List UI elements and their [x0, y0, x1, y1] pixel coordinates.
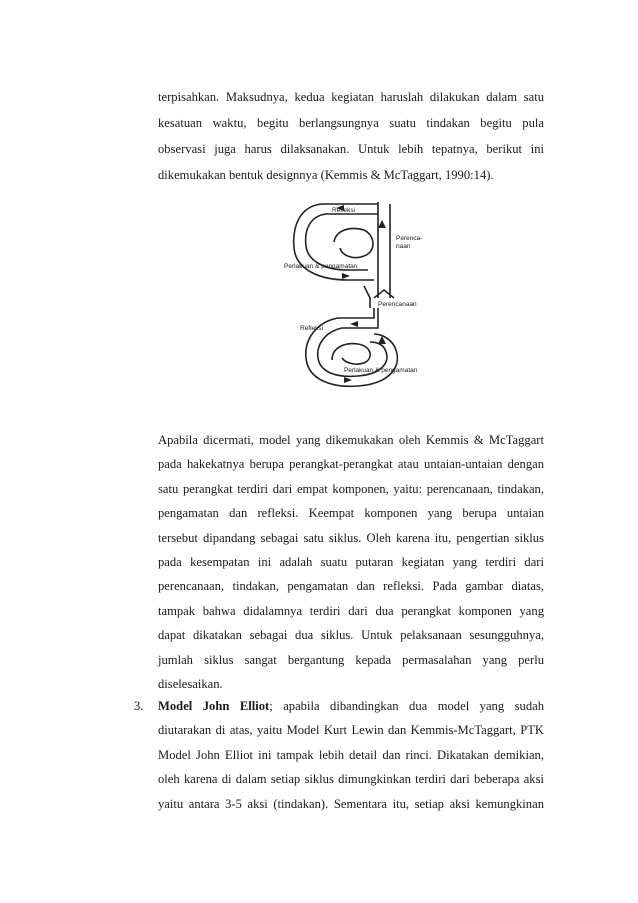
text-line: jumlah siklus sangat bergantung kepada permasalahan yang perlu [158, 652, 544, 667]
diagram-label: Perlakuan & pengamatan [284, 263, 358, 270]
text-line: kesatuan waktu, begitu berlangsungnya suatu tindakan begitu pula [158, 116, 544, 130]
text-line: dikemukakan bentuk designnya (Kemmis & McTaggart, 1990:14). [158, 168, 494, 182]
text-line: dapat dikatakan sebagai dua siklus. Untuk pelaksanaan sesungguhnya, [158, 628, 544, 643]
text-line: satu perangkat terdiri dari empat komponen, yaitu: perencanaan, tindakan, [158, 481, 544, 496]
kemmis-mctaggart-spiral-diagram [278, 190, 438, 400]
text-line: observasi juga harus dilaksanakan. Untuk lebih tepatnya, berikut ini [158, 142, 544, 156]
list-item-first-line [158, 699, 544, 714]
text-line: diselesaikan. [158, 677, 223, 691]
item-first-line-text: ; apabila dibandingkan dua model yang sudah [269, 699, 545, 713]
text-line: diutarakan di atas, yaitu Model Kurt Lewin dan Kemmis-McTaggart, PTK [158, 723, 544, 738]
diagram-label: Perenca- [396, 235, 423, 242]
text-line: terpisahkan. Maksudnya, kedua kegiatan haruslah dilakukan dalam satu [158, 90, 544, 104]
list-number: 3. [134, 699, 144, 713]
text-line: tampak bahwa didalamnya terdiri dari dua perangkat komponen yang [158, 603, 544, 618]
text-line: perencanaan, tindakan, pengamatan dan refleksi. Pada gambar diatas, [158, 579, 544, 594]
text-line: yaitu antara 3-5 aksi (tindakan). Sementara itu, setiap aksi kemungkinan [158, 796, 544, 811]
text-line: pada kesempatan ini adalah suatu putaran kegiatan yang terdiri dari [158, 555, 544, 569]
text-line: Model John Elliot ini tampak lebih detail dan rinci. Dikatakan demikian, [158, 747, 544, 762]
diagram-label: naan [396, 243, 411, 250]
text-line: Apabila dicermati, model yang dikemukakan oleh Kemmis & McTaggart [158, 433, 544, 447]
diagram-label: Perencanaan [378, 301, 417, 308]
text-line: oleh karena di dalam setiap siklus dimungkinkan terdiri dari beberapa aksi [158, 772, 544, 787]
diagram-label: Refleksi [300, 325, 324, 332]
item-title: Model John Elliot [158, 699, 270, 713]
text-line: pengamatan dan refleksi. Keempat komponen yang berupa untaian [158, 506, 544, 521]
text-line: tersebut dipandang sebagai satu siklus. Oleh karena itu, pengertian siklus [158, 530, 544, 545]
diagram-label: Refleksi [332, 207, 356, 214]
text-line: pada hakekatnya berupa perangkat-perangkat atau untaian-untaian dengan [158, 457, 544, 472]
diagram-label: Perlakuan & pengamatan [344, 367, 418, 374]
